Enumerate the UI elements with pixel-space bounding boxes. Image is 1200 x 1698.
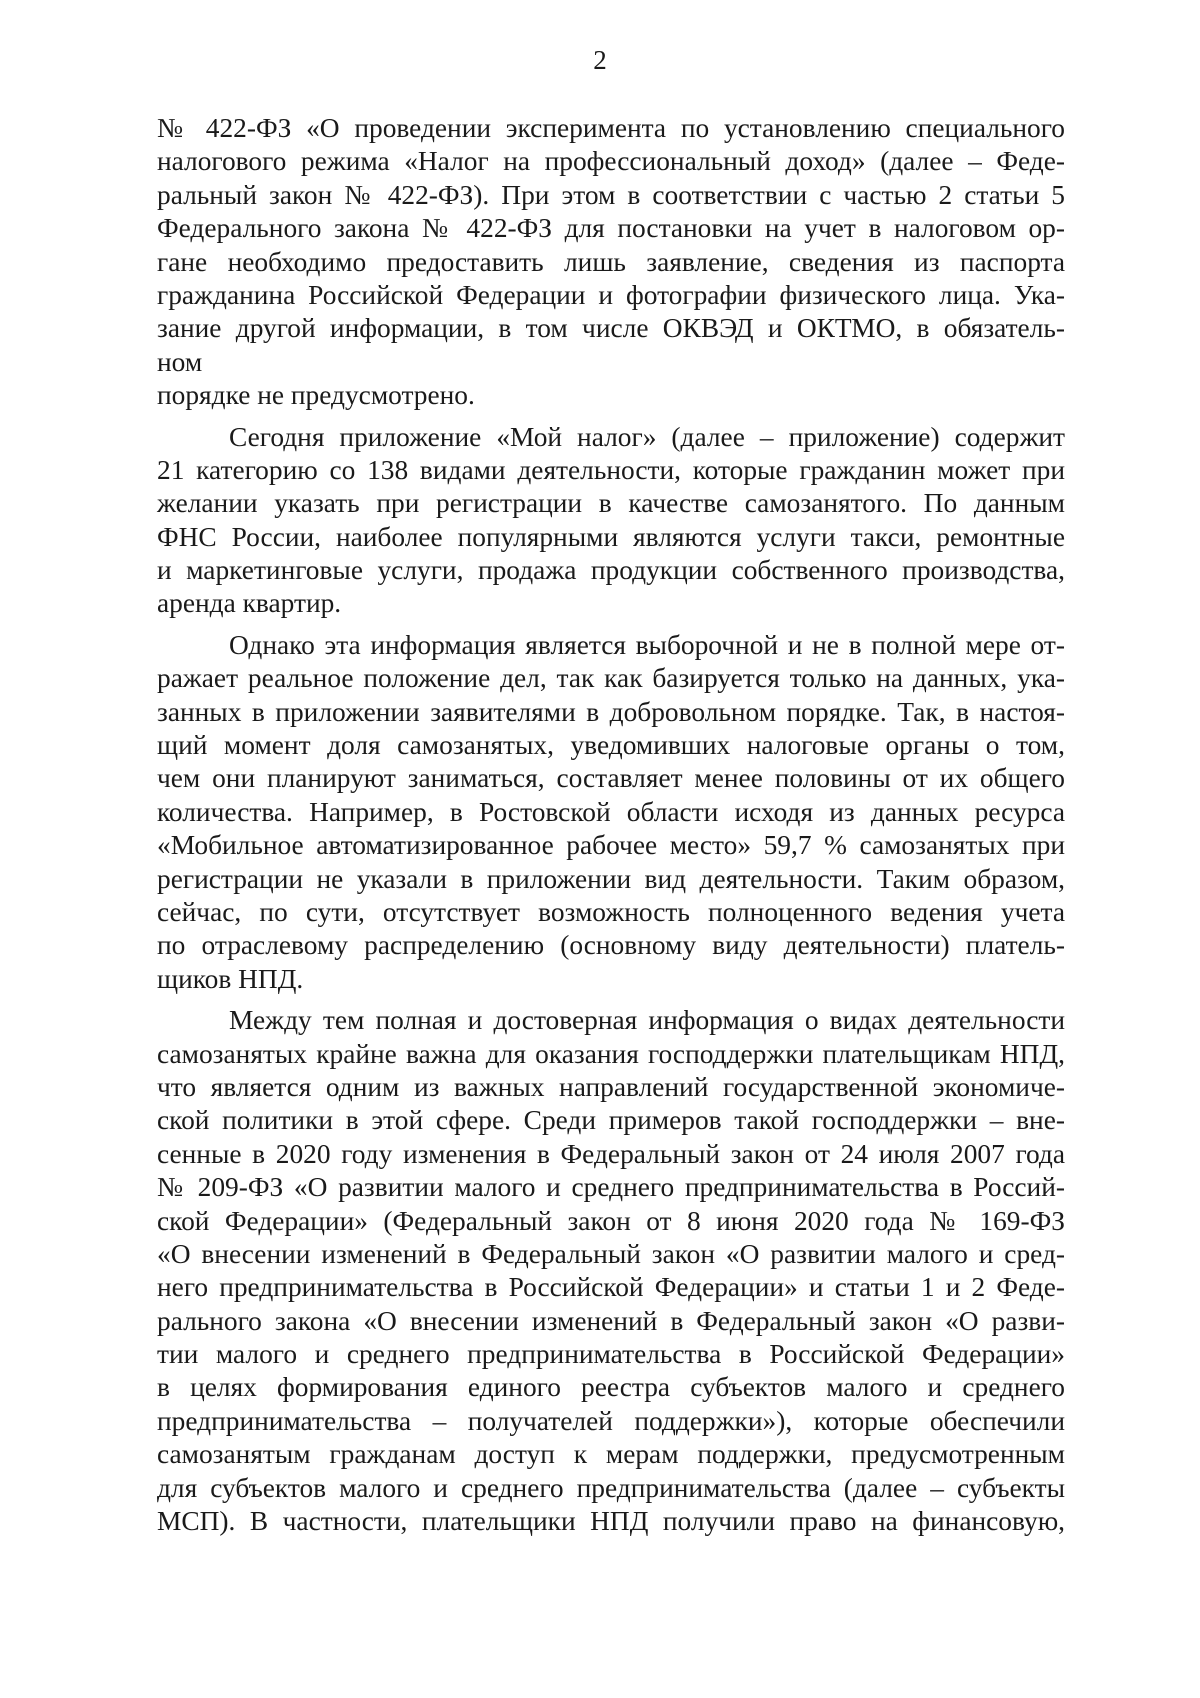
text-line: ражает реальное положение дел, так как базируется только на данных, ука- xyxy=(157,663,1065,694)
paragraph-3 xyxy=(157,629,1065,996)
document-body xyxy=(157,112,1065,1538)
text-line: сенные в 2020 году изменения в Федеральный закон от 24 июля 2007 года xyxy=(157,1138,1065,1169)
text-line: что является одним из важных направлений государственной экономиче- xyxy=(157,1071,1065,1102)
text-line: «О внесении изменений в Федеральный закон «О развитии малого и сред- xyxy=(157,1238,1065,1269)
text-line: и маркетинговые услуги, продажа продукции собственного производства, xyxy=(157,555,1065,586)
text-line: предпринимательства – получателей поддержки»), которые обеспечили xyxy=(157,1405,1065,1436)
paragraph-1 xyxy=(157,112,1065,413)
text-line: сейчас, по сути, отсутствует возможность полноценного ведения учета xyxy=(157,896,1065,927)
text-line: Однако эта информация является выборочной и не в полной мере от- xyxy=(229,629,1065,660)
text-line: него предпринимательства в Российской Федерации» и статьи 1 и 2 Феде- xyxy=(157,1272,1065,1303)
text-line: № 209-ФЗ «О развитии малого и среднего предпринимательства в Россий- xyxy=(157,1172,1065,1203)
text-line: ном xyxy=(157,346,203,377)
text-line: желании указать при регистрации в качестве самозанятого. По данным xyxy=(157,488,1065,519)
text-line: Между тем полная и достоверная информация о видах деятельности xyxy=(229,1005,1065,1036)
text-line: налогового режима «Налог на профессиональный доход» (далее – Феде- xyxy=(157,146,1065,177)
text-line: для субъектов малого и среднего предпринимательства (далее – субъекты xyxy=(157,1472,1065,1503)
text-line: самозанятых крайне важна для оказания господдержки плательщикам НПД, xyxy=(157,1038,1065,1069)
text-line: рального закона «О внесении изменений в Федеральный закон «О разви- xyxy=(157,1305,1065,1336)
text-line: Сегодня приложение «Мой налог» (далее – приложение) содержит xyxy=(229,421,1065,452)
text-line: щиков НПД. xyxy=(157,963,304,994)
text-line: аренда квартир. xyxy=(157,588,342,619)
text-line: гане необходимо предоставить лишь заявление, сведения из паспорта xyxy=(157,246,1065,277)
text-line: зание другой информации, в том числе ОКВЭД и ОКТМО, в обязатель- xyxy=(157,313,1065,344)
text-line: самозанятым гражданам доступ к мерам поддержки, предусмотренным xyxy=(157,1439,1065,1470)
page-number: 2 xyxy=(593,45,607,75)
paragraph-4 xyxy=(157,1004,1065,1538)
text-line: щий момент доля самозанятых, уведомивших налоговые органы о том, xyxy=(157,730,1065,761)
text-line: в целях формирования единого реестра субъектов малого и среднего xyxy=(157,1372,1065,1403)
text-line: ской Федерации» (Федеральный закон от 8 июня 2020 года № 169-ФЗ xyxy=(157,1205,1065,1236)
text-line: гражданина Российской Федерации и фотографии физического лица. Ука- xyxy=(157,279,1065,310)
text-line: 21 категорию со 138 видами деятельности, которые гражданин может при xyxy=(157,454,1065,485)
text-line: по отраслевому распределению (основному виду деятельности) платель- xyxy=(157,930,1065,961)
text-line: ФНС России, наиболее популярными являются услуги такси, ремонтные xyxy=(157,521,1065,552)
text-line: «Мобильное автоматизированное рабочее место» 59,7 % самозанятых при xyxy=(157,830,1065,861)
text-line: регистрации не указали в приложении вид деятельности. Таким образом, xyxy=(157,863,1065,894)
paragraph-2 xyxy=(157,421,1065,621)
text-line: ральный закон № 422-ФЗ). При этом в соответствии с частью 2 статьи 5 xyxy=(157,179,1065,210)
text-line: № 422-ФЗ «О проведении эксперимента по установлению специального xyxy=(157,113,1065,143)
text-line: количества. Например, в Ростовской области исходя из данных ресурса xyxy=(157,796,1065,827)
text-line: Федерального закона № 422-ФЗ для постановки на учет в налоговом ор- xyxy=(157,213,1065,244)
text-line: занных в приложении заявителями в добровольном порядке. Так, в настоя- xyxy=(157,696,1065,727)
text-line: порядке не предусмотрено. xyxy=(157,380,475,411)
text-line: тии малого и среднего предпринимательства в Российской Федерации» xyxy=(157,1339,1065,1370)
text-line: МСП). В частности, плательщики НПД получили право на финансовую, xyxy=(157,1506,1065,1537)
text-line: чем они планируют заниматься, составляет менее половины от их общего xyxy=(157,763,1065,794)
text-line: ской политики в этой сфере. Среди примеров такой господдержки – вне- xyxy=(157,1105,1065,1136)
